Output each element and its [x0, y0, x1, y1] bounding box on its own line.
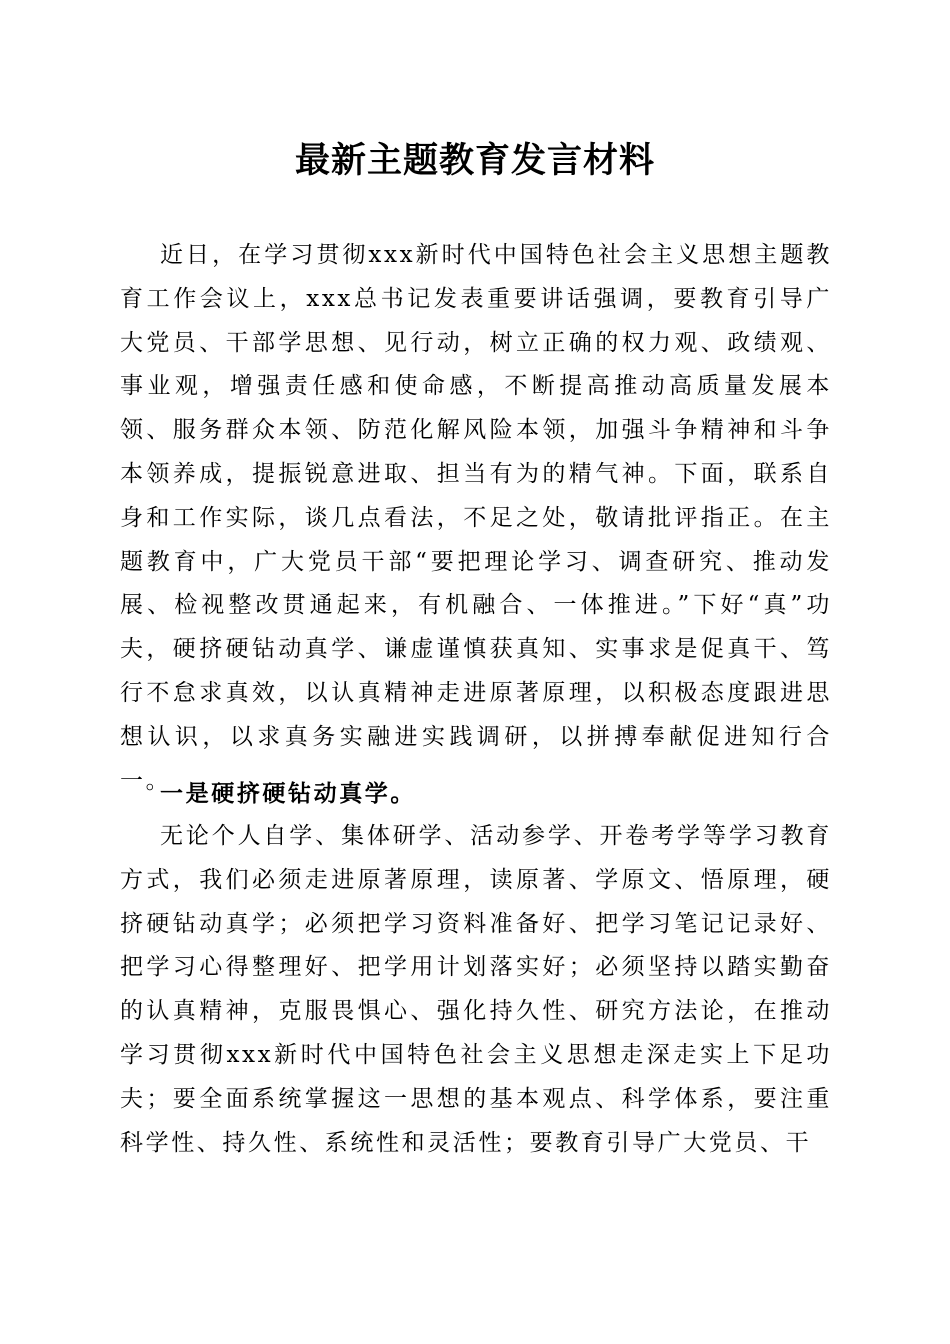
paragraph-intro: 近日，在学习贯彻xxx新时代中国特色社会主义思想主题教育工作会议上，xxx总书记发表重要讲话强调，要教育引导广大党员、干部学思想、见行动，树立正确的权力观、政绩观、事业观，增强责任感和使命感，不断提高推动高质量发展本领、服务群众本领、防范化解风险本领，加强斗争精神和斗争本领养成，提振锐意进取、担当有为的精气神。下面，联系自身和工作实际，谈几点看法，不足之处，敬请批评指正。在主题教育中，广大党员干部“要把理论学习、调查研究、推动发展、检视整改贯通起来，有机融合、一体推进。”下好“真”功夫，硬挤硬钻动真学、谦虚谨慎获真知、实事求是促真干、笃行不怠求真效，以认真精神走进原著原理，以积极态度跟进思想认识，以求真务实融进实践调研，以拼搏奉献促进知行合一。: [120, 242, 832, 794]
paragraph-section-1: 无论个人自学、集体研学、活动参学、开卷考学等学习教育方式，我们必须走进原著原理，读原著、学原文、悟原理，硬挤硬钻动真学；必须把学习资料准备好、把学习笔记记录好、把学习心得整理好、把学用计划落实好；必须坚持以踏实勤奋的认真精神，克服畏惧心、强化持久性、研究方法论，在推动学习贯彻xxx新时代中国特色社会主义思想走深走实上下足功夫；要全面系统掌握这一思想的基本观点、科学体系，要注重科学性、持久性、系统性和灵活性；要教育引导广大党员、干: [120, 823, 832, 1156]
document-title: 最新主题教育发言材料: [294, 140, 655, 181]
section-heading: 一是硬挤硬钻动真学。: [160, 780, 416, 807]
